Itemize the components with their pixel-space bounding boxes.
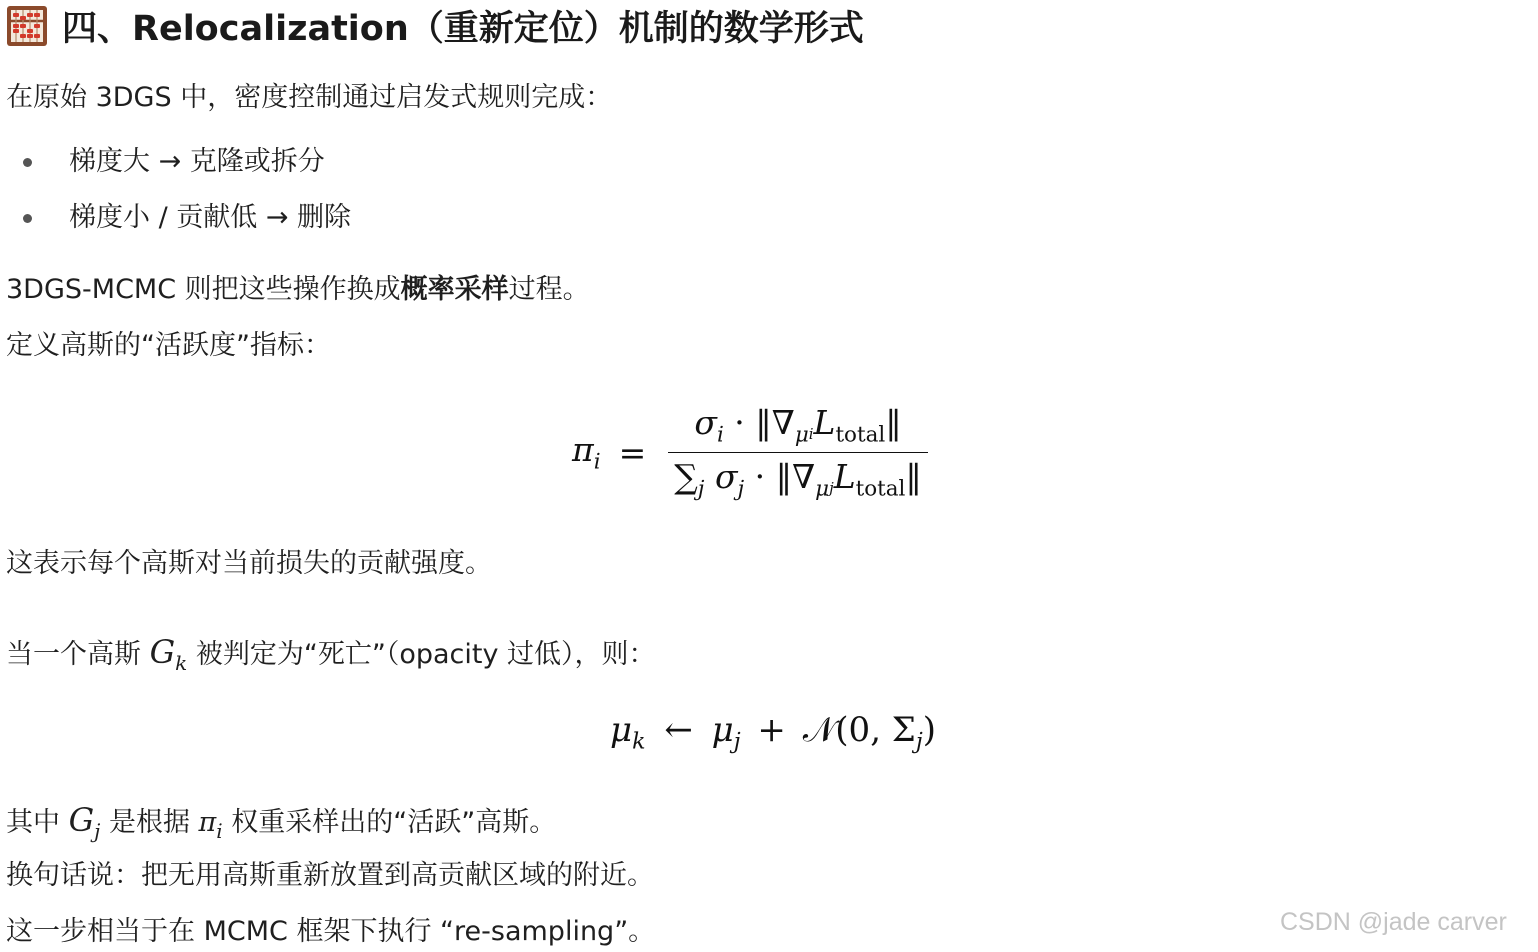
watermark: CSDN @jade carver: [1280, 908, 1507, 936]
where-var: G: [68, 801, 95, 839]
formula-equals: =: [618, 432, 647, 472]
activity-definition: 定义高斯的“活跃度”指标：: [6, 330, 331, 361]
formula-fraction: [668, 403, 928, 501]
mcmc-suffix: 过程。: [508, 274, 590, 305]
where-prefix: 其中: [6, 807, 60, 838]
formula-numerator: $\sigma_i$ · $‖\nabla_{\mu i}L_{total}‖$: [694, 403, 902, 448]
list-item: [6, 200, 351, 236]
where-pi: π: [198, 807, 217, 838]
formula-relocation: $\mu_k$ ← $\mu_j$ + 𝒩(0, $\Sigma_j$): [610, 710, 936, 755]
mcmc-paragraph: [6, 272, 590, 308]
where-mid: 是根据: [108, 807, 190, 838]
list-item-text: 梯度小 / 贡献低 → 删除: [69, 202, 352, 233]
mcmc-prefix: 3DGS-MCMC 则把这些操作换成: [6, 274, 401, 305]
formula-lhs: $\pi_i$: [572, 429, 601, 475]
meaning-paragraph: 这表示每个高斯对当前损失的贡献强度。: [6, 548, 492, 579]
dead-sub: k: [175, 651, 188, 675]
where-suffix: 权重采样出的“活跃”高斯。: [231, 807, 557, 838]
formula-denominator: $\sum_j$ $\sigma_j$ · $‖\nabla_{\mu j}L_{total}‖$: [668, 452, 928, 502]
where-sub: j: [94, 819, 101, 843]
formula-activity: [572, 396, 928, 508]
abacus-icon: [6, 5, 48, 47]
heading-text: 四、Relocalization（重新定位）机制的数学形式: [62, 9, 864, 49]
intro-paragraph: 在原始 3DGS 中，密度控制通过启发式规则完成：: [6, 82, 613, 113]
resampling-paragraph: 这一步相当于在 MCMC 框架下执行 “re-sampling”。: [6, 916, 656, 947]
where-pi-sub: i: [216, 819, 223, 843]
bullet-icon: [23, 214, 32, 223]
section-heading: [6, 4, 864, 48]
list-item: [6, 144, 325, 180]
mcmc-bold-term: 概率采样: [400, 274, 509, 305]
bullet-icon: [23, 158, 32, 167]
dead-var: G: [149, 633, 176, 671]
where-paragraph: [6, 802, 556, 849]
dead-suffix: 被判定为“死亡”（opacity 过低），则：: [195, 639, 656, 670]
dead-prefix: 当一个高斯: [6, 639, 141, 670]
dead-gaussian-paragraph: [6, 634, 656, 681]
list-item-text: 梯度大 → 克隆或拆分: [69, 146, 325, 177]
in-other-words-paragraph: 换句话说：把无用高斯重新放置到高贡献区域的附近。: [6, 860, 654, 891]
